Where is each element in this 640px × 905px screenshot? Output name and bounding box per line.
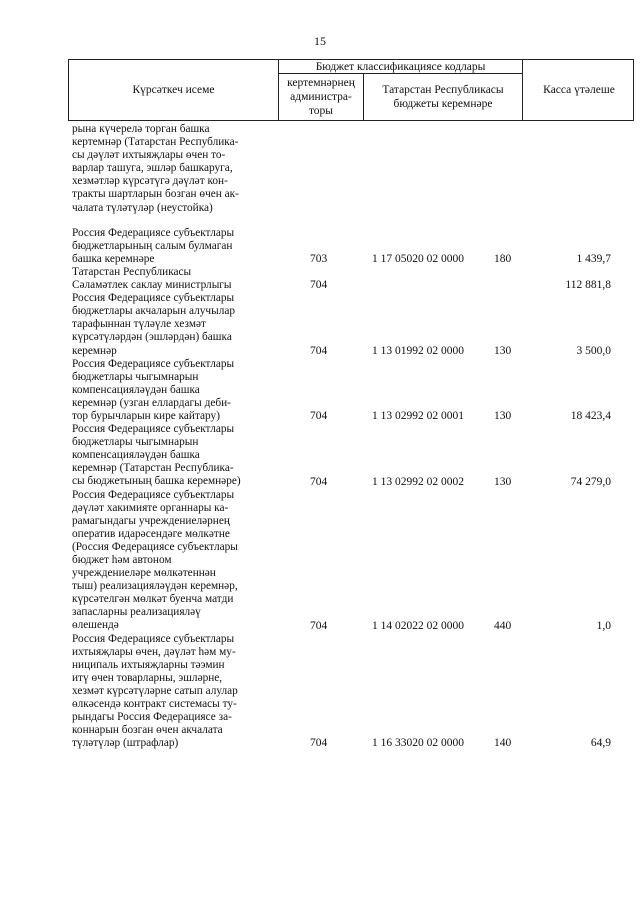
table-header: [68, 59, 634, 121]
header-administrator: кертемнәрнең администра-торы: [287, 77, 355, 117]
table-row: [72, 292, 632, 357]
row-income-code: 1 17 05020 02 0000: [372, 252, 464, 265]
row-income-code: 1 13 01992 02 0000: [372, 344, 464, 357]
table-row: [72, 633, 632, 751]
table-row: [72, 227, 632, 266]
row-indicator-text: Россия Федерациясе субъектлары ихтыяҗлары өчен, дәүләт һәм му- ниципаль ихтыяҗларны тәэмин итү өчен товарларны, эшләрне, хезмәт күрсәтүләрне сатып алулар өлкәсендә контракт системасы ту- рындагы Россия Федерациясе за- коннарын бозган өчен акчалата түләтүләр (штрафлар): [72, 632, 238, 750]
row-subcode: 180: [494, 252, 512, 265]
row-admin-code: 704: [310, 619, 328, 632]
row-subcode: 140: [494, 737, 512, 750]
table-row: [72, 358, 632, 423]
row-indicator-text: Россия Федерациясе субъектлары бюджетлары чыгымнарын компенсацияләүдән башка керемнәр (Татарстан Республика- сы бюджетының башка керемнәре): [72, 423, 241, 488]
row-indicator-text: Россия Федерациясе субъектлары дәүләт хакимияте органнары ка- рамагындагы учреждениеләрнең оператив идарәсендәге мөлкәтне (Россия Федерациясе субъектлары бюджет һәм автоном учреждениеләре мөлкәтеннән тыш) реализацияләүдән керемнәр, күрсәтелгән мөлкәт буенча матди запасларны реализацияләү өлешендә: [72, 488, 238, 632]
row-cash-sum: 18 423,4: [570, 410, 611, 423]
row-subcode: 130: [494, 410, 512, 423]
page-number: 15: [314, 34, 326, 48]
table-row: [72, 423, 632, 488]
row-admin-code: 704: [310, 475, 328, 488]
row-admin-code: 704: [310, 344, 328, 357]
header-cash-execution: Касса үтәлеше: [543, 84, 615, 96]
row-income-code: 1 13 02992 02 0001: [372, 410, 464, 423]
header-budget-codes: Бюджет классификациясе кодлары: [315, 60, 486, 73]
row-admin-code: 703: [310, 252, 328, 265]
table-row: [72, 123, 632, 215]
row-cash-sum: 1,0: [596, 619, 611, 632]
row-income-code: 1 14 02022 02 0000: [372, 619, 464, 632]
row-cash-sum: 1 439,7: [576, 252, 611, 265]
table-row: [72, 266, 632, 292]
row-income-code: 1 13 02992 02 0002: [372, 475, 464, 488]
table-body: [72, 123, 632, 750]
row-admin-code: 704: [310, 737, 328, 750]
row-admin-code: 704: [310, 279, 328, 292]
header-indicator-name: Күрсәткеч исеме: [132, 84, 215, 96]
row-indicator-text: Россия Федерациясе субъектлары бюджетларының салым булмаган башка керемнәре: [72, 226, 235, 265]
row-cash-sum: 64,9: [590, 737, 611, 750]
header-income: Татарстан Республикасы бюджеты керемнәре: [382, 84, 504, 110]
table-row: [72, 489, 632, 633]
row-subcode: 130: [494, 344, 512, 357]
row-cash-sum: 3 500,0: [576, 344, 611, 357]
row-indicator-text: рына күчерелә торган башка кертемнәр (Татарстан Республика- сы дәүләт ихтыяҗлары өчен то- варлар ташуга, эшләр башкаруга, хезмәтләр күрсәтүгә дәүләт кон- тракты шартларын бозган өчен ак- чалата түләтүләр (неустойка): [72, 123, 239, 214]
row-cash-sum: 74 279,0: [570, 475, 611, 488]
row-subcode: 130: [494, 475, 512, 488]
row-subcode: 440: [494, 619, 512, 632]
row-indicator-text: Россия Федерациясе субъектлары бюджетлары чыгымнарын компенсацияләүдән башка керемнәр (узган еллардагы деби- тор бурычларын кире кайтару): [72, 357, 235, 422]
row-indicator-text: Россия Федерациясе субъектлары бюджетлары акчаларын алучылар тарафыннан түләүле хезмәт күрсәтүләрдән (эшләрдән) башка керемнәр: [72, 292, 235, 357]
row-cash-sum: 112 881,8: [565, 279, 611, 292]
row-income-code: 1 16 33020 02 0000: [372, 737, 464, 750]
row-indicator-text: Татарстан Республикасы Сәламәтлек саклау министрлыгы: [72, 265, 232, 292]
row-admin-code: 704: [310, 410, 328, 423]
